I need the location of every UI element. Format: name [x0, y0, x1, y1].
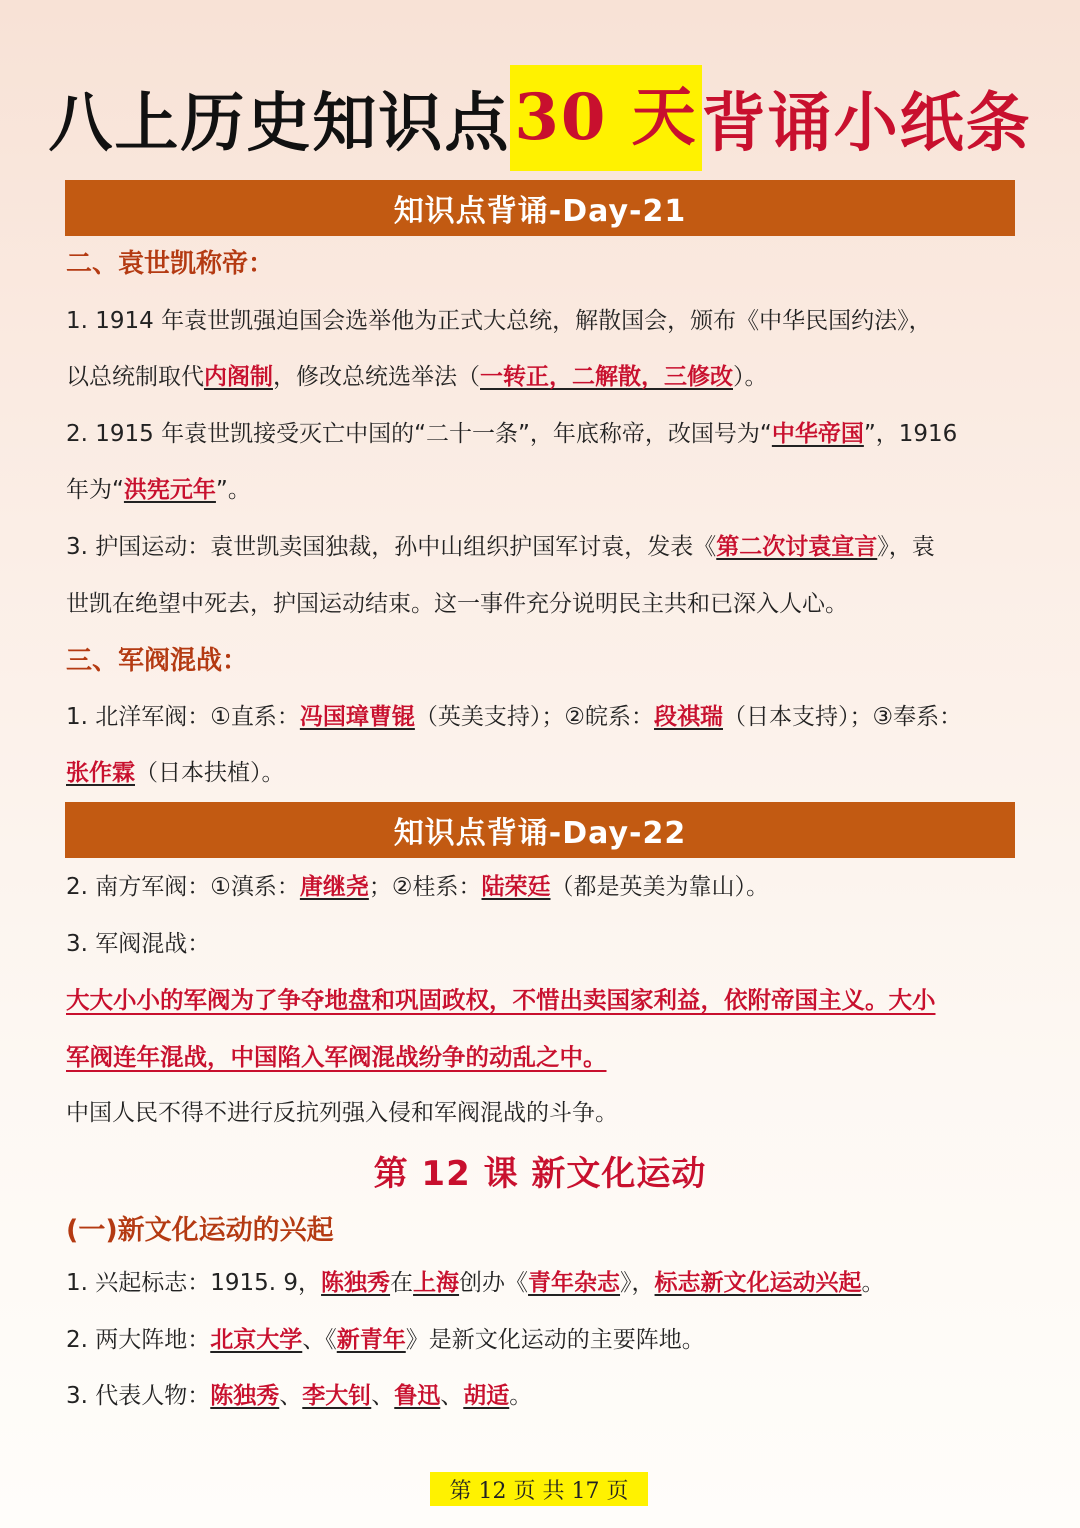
keyword: 青年杂志	[528, 1270, 621, 1296]
keyword: 冯国璋曹锟	[299, 704, 415, 730]
paragraph: 3. 军阀混战：	[66, 931, 211, 957]
keyword: 中华帝国	[771, 421, 864, 447]
keyword: 陈独秀	[210, 1383, 280, 1409]
page-number: 第 12 页 共 17 页	[430, 1472, 648, 1506]
keyword: 陈独秀	[321, 1270, 391, 1296]
keyword: 胡适	[463, 1383, 510, 1409]
paragraph: 1. 1914 年袁世凯强迫国会选举他为正式大总统，解散国会，颁布《中华民国约法》，	[66, 308, 932, 334]
keyword: 段祺瑞	[654, 704, 723, 730]
keyword: 张作霖	[66, 760, 135, 786]
keyword: 李大钊	[302, 1383, 372, 1409]
paragraph: 世凯在绝望中死去，护国运动结束。这一事件充分说明民主共和已深入人心。	[66, 591, 848, 617]
keyword: 唐继尧	[299, 874, 369, 900]
paragraph: 2. 两大阵地：北京大学、《新青年》是新文化运动的主要阵地。	[66, 1327, 705, 1353]
paragraph: 年为“洪宪元年”。	[66, 477, 251, 503]
paragraph: 2. 南方军阀：①滇系：唐继尧；②桂系：陆荣廷（都是英美为靠山）。	[66, 874, 769, 900]
paragraph: 1. 兴起标志：1915. 9，陈独秀在上海创办《青年杂志》，标志新文化运动兴起。	[66, 1270, 885, 1296]
keyword: 一转正，二解散，三修改	[480, 364, 733, 390]
section3-heading: 三、军阀混战：	[66, 646, 249, 676]
emphasis-text: 大大小小的军阀为了争夺地盘和巩固政权，不惜出卖国家利益，依附帝国主义。大小	[66, 986, 936, 1014]
lesson-title: 第 12 课 新文化运动	[373, 1154, 707, 1194]
paragraph: 1. 北洋军阀：①直系：冯国璋曹锟（英美支持）；②皖系：段祺瑞（日本支持）；③奉系：	[66, 704, 963, 730]
keyword: 陆荣廷	[481, 874, 551, 900]
paragraph: 2. 1915 年袁世凯接受灭亡中国的“二十一条”，年底称帝，改国号为“中华帝国”，1916	[66, 421, 958, 447]
page-title	[0, 62, 1080, 174]
paragraph: 以总统制取代内阁制，修改总统选举法（一转正，二解散，三修改）。	[66, 364, 768, 390]
keyword: 鲁迅	[394, 1383, 441, 1409]
keyword: 上海	[413, 1270, 460, 1296]
paragraph: 3. 护国运动：袁世凯卖国独裁，孙中山组织护国军讨袁，发表《第二次讨袁宣言》，袁	[66, 534, 935, 560]
lesson-subheading: (一)新文化运动的兴起	[66, 1215, 334, 1246]
keyword: 标志新文化运动兴起	[654, 1270, 862, 1296]
keyword: 洪宪元年	[123, 477, 216, 503]
keyword: 新青年	[336, 1327, 406, 1353]
paragraph: 中国人民不得不进行反抗列强入侵和军阀混战的斗争。	[66, 1100, 618, 1126]
title-highlight: 30 天	[510, 65, 701, 171]
title-part1: 八上历史知识点	[48, 86, 511, 161]
day21-banner: 知识点背诵-Day-21	[65, 180, 1015, 236]
keyword: 内阁制	[204, 364, 273, 390]
paragraph: 3. 代表人物：陈独秀、李大钊、鲁迅、胡适。	[66, 1383, 533, 1409]
section2-heading: 二、袁世凯称帝：	[66, 249, 275, 279]
paragraph: 张作霖（日本扶植）。	[66, 760, 285, 786]
emphasis-text: 军阀连年混战，中国陷入军阀混战纷争的动乱之中。	[66, 1043, 607, 1071]
keyword: 北京大学	[210, 1327, 303, 1353]
day22-banner: 知识点背诵-Day-22	[65, 802, 1015, 858]
title-part2: 背诵小纸条	[701, 86, 1032, 161]
keyword: 第二次讨袁宣言	[716, 534, 878, 560]
